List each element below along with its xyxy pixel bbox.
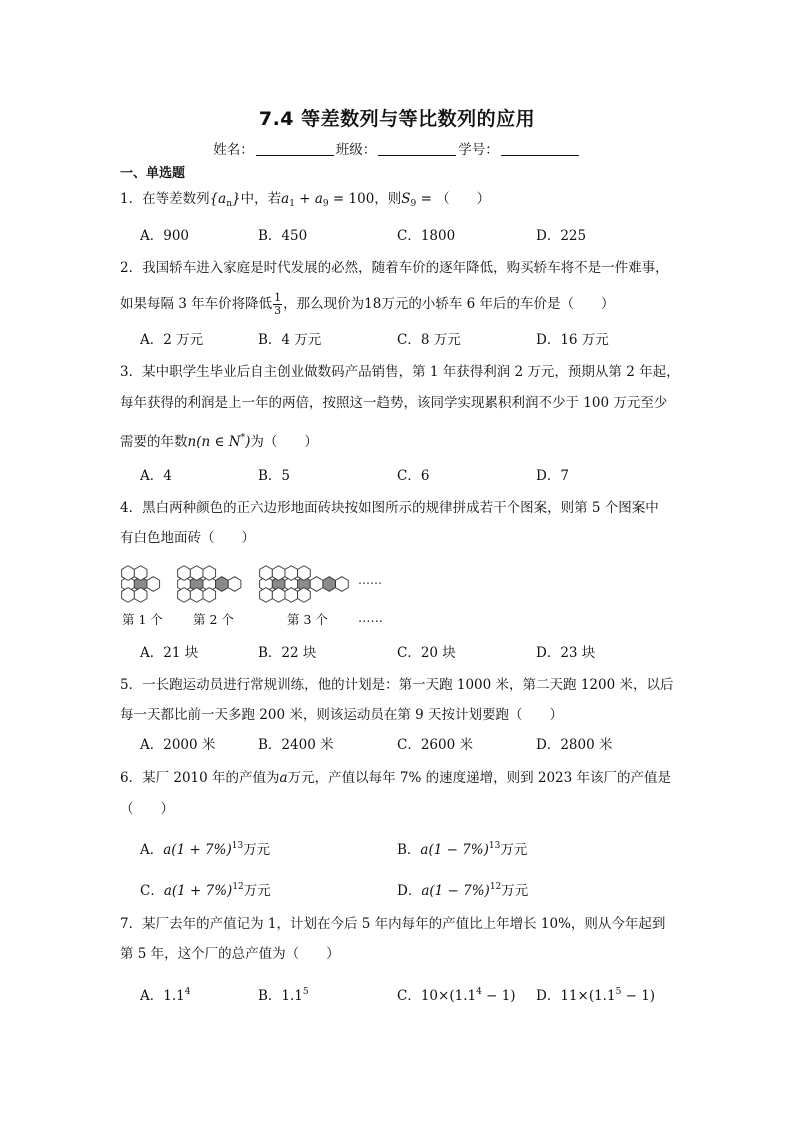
question-5-line-2: 每一天都比前一天多跑 200 米，则该运动员在第 9 天按计划要跑（ ） — [120, 707, 564, 723]
white-hexagon-tile — [134, 588, 147, 603]
white-hexagon-tile — [260, 566, 273, 581]
figure-caption-ellipsis: …… — [358, 610, 383, 625]
figure-caption-2: 第 2 个 — [193, 612, 234, 627]
q7-option-c[interactable]: C．$10\times(1.1^4 - 1)$ — [397, 987, 516, 1004]
figure-caption-3: 第 3 个 — [287, 612, 328, 627]
q4-option-b[interactable]: B．22 块 — [258, 645, 317, 661]
question-4-line-1: 4．黑白两种颜色的正六边形地面砖块按如图所示的规律拼成若干个图案，则第 5 个图案中 — [120, 500, 659, 516]
q1-option-d[interactable]: D．225 — [536, 228, 587, 244]
question-3-line-3: 需要的年数n(n ∈ N*)为（ ） — [120, 433, 318, 450]
white-hexagon-tile — [147, 577, 160, 592]
hexagon-pattern-figure — [118, 560, 398, 608]
white-hexagon-tile — [272, 588, 285, 603]
white-hexagon-tile — [203, 588, 216, 603]
white-hexagon-tile — [190, 566, 203, 581]
white-hexagon-tile — [178, 566, 191, 581]
q1-option-a[interactable]: A．900 — [140, 228, 190, 244]
q7-option-d[interactable]: D．$11\times(1.1^5 - 1)$ — [536, 987, 656, 1004]
question-2-line-1: 2．我国轿车进入家庭是时代发展的必然，随着车价的逐年降低，购买轿车将不是一件难事， — [120, 260, 669, 276]
q6-option-a[interactable]: A．$a(1 + 7\%)^{13}$万元 — [140, 841, 271, 858]
white-hexagon-tile — [310, 577, 323, 592]
question-7-line-1: 7．某厂去年的产值记为 1，计划在今后 5 年内每年的产值比上年增长 10%，则从今年起到 — [120, 916, 666, 932]
q2-option-c[interactable]: C．8 万元 — [397, 332, 461, 348]
q4-option-d[interactable]: D．23 块 — [536, 645, 596, 661]
white-hexagon-tile — [122, 588, 135, 603]
q2-option-a[interactable]: A．2 万元 — [140, 332, 204, 348]
black-hexagon-tile — [216, 577, 229, 592]
white-hexagon-tile — [272, 566, 285, 581]
q5-option-b[interactable]: B．2400 米 — [258, 737, 334, 753]
question-6-line-2: （ ） — [120, 801, 174, 817]
q6-option-c[interactable]: C．$a(1 + 7\%)^{12}$万元 — [140, 882, 271, 899]
question-3-line-1: 3．某中职学生毕业后自主创业做数码产品销售，第 1 年获得利润 2 万元，预期从第 2 年起， — [120, 364, 680, 380]
q3-option-b[interactable]: B．5 — [258, 468, 291, 484]
id-label: 学号： — [458, 142, 499, 158]
white-hexagon-tile — [298, 566, 311, 581]
white-hexagon-tile — [228, 577, 241, 592]
white-hexagon-tile — [285, 566, 298, 581]
fraction-one-third: $\frac{1}{3}$ — [274, 291, 282, 317]
question-3-line-2: 每年获得的利润是上一年的两倍，按照这一趋势，该同学实现累积利润不少于 100 万元至少 — [120, 395, 668, 411]
white-hexagon-tile — [260, 588, 273, 603]
white-hexagon-tile — [336, 577, 349, 592]
black-hexagon-tile — [323, 577, 336, 592]
q3-option-c[interactable]: C．6 — [397, 468, 430, 484]
q5-option-c[interactable]: C．2600 米 — [397, 737, 473, 753]
question-2-line-2: 如果每隔 3 年车价将降低 $\frac{1}{3}$ ，那么现价为18万元的小轿车 6 年后的车价是（ ） — [120, 291, 615, 317]
section-heading: 一、单选题 — [120, 166, 186, 181]
q1-option-b[interactable]: B．450 — [258, 228, 308, 244]
q6-option-b[interactable]: B．$a(1 - 7\%)^{13}$万元 — [397, 841, 528, 858]
white-hexagon-tile — [190, 588, 203, 603]
name-label: 姓名： — [213, 142, 254, 158]
q3-option-d[interactable]: D．7 — [536, 468, 569, 484]
name-blank[interactable] — [256, 141, 334, 156]
q6-option-d[interactable]: D．$a(1 - 7\%)^{12}$万元 — [397, 882, 529, 899]
white-hexagon-tile — [134, 566, 147, 581]
q2-option-b[interactable]: B．4 万元 — [258, 332, 322, 348]
question-7-line-2: 第 5 年，这个厂的总产值为（ ） — [120, 946, 340, 962]
q4-option-c[interactable]: C．20 块 — [397, 645, 456, 661]
question-6-line-1: 6．某厂 2010 年的产值为a万元，产值以每年 7% 的速度递增，则到 2023 年该厂的产值是 — [120, 770, 672, 786]
question-5-line-1: 5．一长跑运动员进行常规训练，他的计划是：第一天跑 1000 米，第二天跑 1200 米，以后 — [120, 677, 674, 693]
page-title: 7.4 等差数列与等比数列的应用 — [258, 108, 536, 130]
white-hexagon-tile — [285, 588, 298, 603]
q2-option-d[interactable]: D．16 万元 — [536, 332, 609, 348]
q5-option-a[interactable]: A．2000 米 — [140, 737, 216, 753]
q5-option-d[interactable]: D．2800 米 — [536, 737, 613, 753]
class-blank[interactable] — [378, 141, 456, 156]
student-info-line — [0, 138, 794, 158]
figure-caption-1: 第 1 个 — [122, 612, 163, 627]
id-blank[interactable] — [501, 141, 579, 156]
q1-option-c[interactable]: C．1800 — [397, 228, 456, 244]
white-hexagon-tile — [298, 588, 311, 603]
pattern-ellipsis: …… — [358, 573, 382, 587]
white-hexagon-tile — [203, 566, 216, 581]
white-hexagon-tile — [178, 588, 191, 603]
q4-option-a[interactable]: A．21 块 — [140, 645, 199, 661]
class-label: 班级： — [335, 142, 377, 158]
question-4-line-2: 有白色地面砖（ ） — [120, 530, 255, 546]
white-hexagon-tile — [122, 566, 135, 581]
q7-option-a[interactable]: A．$1.1^4$ — [140, 987, 191, 1004]
question-1: 1．在等差数列$\{a_n\}$中，若$a_1 + a_9 = 100$，则$S_9$ = （ ） — [120, 191, 491, 209]
q3-option-a[interactable]: A．4 — [140, 468, 172, 484]
q7-option-b[interactable]: B．$1.1^5$ — [258, 987, 309, 1004]
